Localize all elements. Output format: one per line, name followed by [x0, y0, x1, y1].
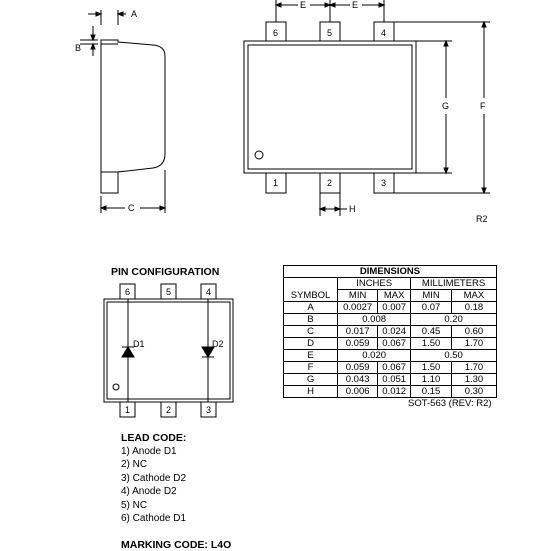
list-item: 2) NC [121, 459, 148, 471]
config-pin-3: 3 [206, 405, 212, 415]
side-view [80, 10, 165, 213]
table-row: H 0.006 0.012 0.15 0.30 [284, 386, 497, 398]
revision-tag: R2 [476, 214, 488, 224]
table-footer: SOT-563 (REV: R2) [408, 398, 492, 409]
top-pin-4: 4 [381, 28, 387, 38]
list-item: 4) Anode D2 [121, 486, 177, 498]
in-max-header: MAX [378, 290, 411, 302]
top-pin-6: 6 [273, 28, 279, 38]
in-min-header: MIN [338, 290, 378, 302]
table-row: D 0.059 0.067 1.50 1.70 [284, 338, 497, 350]
symbol-header: SYMBOL [284, 290, 338, 302]
dim-label-g: G [442, 101, 450, 111]
dim-label-h: H [349, 204, 356, 214]
config-pin-1: 1 [125, 405, 131, 415]
dim-label-f: F [480, 101, 486, 111]
diode-2-label: D2 [212, 339, 224, 349]
table-row: F 0.059 0.067 1.50 1.70 [284, 362, 497, 374]
top-view [244, 0, 490, 216]
pin-config-title: PIN CONFIGURATION [111, 266, 220, 278]
inches-group-header: INCHES [338, 278, 411, 290]
lead-code-list [121, 445, 186, 525]
dim-label-e1: E [300, 0, 307, 10]
top-pin-5: 5 [327, 28, 333, 38]
list-item: 5) NC [121, 499, 148, 511]
table-row: B 0.008 0.20 [284, 314, 497, 326]
pin-config-diagram [104, 284, 233, 417]
dimensions-title: DIMENSIONS [284, 266, 497, 278]
list-item: 3) Cathode D2 [121, 472, 187, 484]
table-row: E 0.020 0.50 [284, 350, 497, 362]
config-pin-4: 4 [206, 287, 212, 297]
dim-label-a: A [131, 9, 138, 19]
list-item: 6) Cathode D1 [121, 513, 187, 525]
dimensions-table [283, 265, 497, 398]
mm-min-header: MIN [411, 290, 452, 302]
config-pin-5: 5 [166, 287, 172, 297]
mm-group-header: MILLIMETERS [411, 278, 497, 290]
dim-label-b: B [75, 43, 82, 53]
marking-code: MARKING CODE: L4O [121, 539, 232, 551]
config-pin-6: 6 [125, 287, 131, 297]
table-row: A 0.0027 0.007 0.07 0.18 [284, 302, 497, 314]
top-pin-3: 3 [381, 178, 387, 188]
diode-1-label: D1 [133, 339, 145, 349]
mm-max-header: MAX [451, 290, 496, 302]
top-pin-1: 1 [273, 178, 279, 188]
dim-label-e2: E [352, 0, 359, 10]
table-row: G 0.043 0.051 1.10 1.30 [284, 374, 497, 386]
top-pin-2: 2 [327, 178, 333, 188]
lead-code-title: LEAD CODE: [121, 432, 187, 444]
dim-label-c: C [128, 203, 135, 213]
config-pin-2: 2 [166, 405, 172, 415]
table-row: C 0.017 0.024 0.45 0.60 [284, 326, 497, 338]
list-item: 1) Anode D1 [121, 446, 177, 457]
